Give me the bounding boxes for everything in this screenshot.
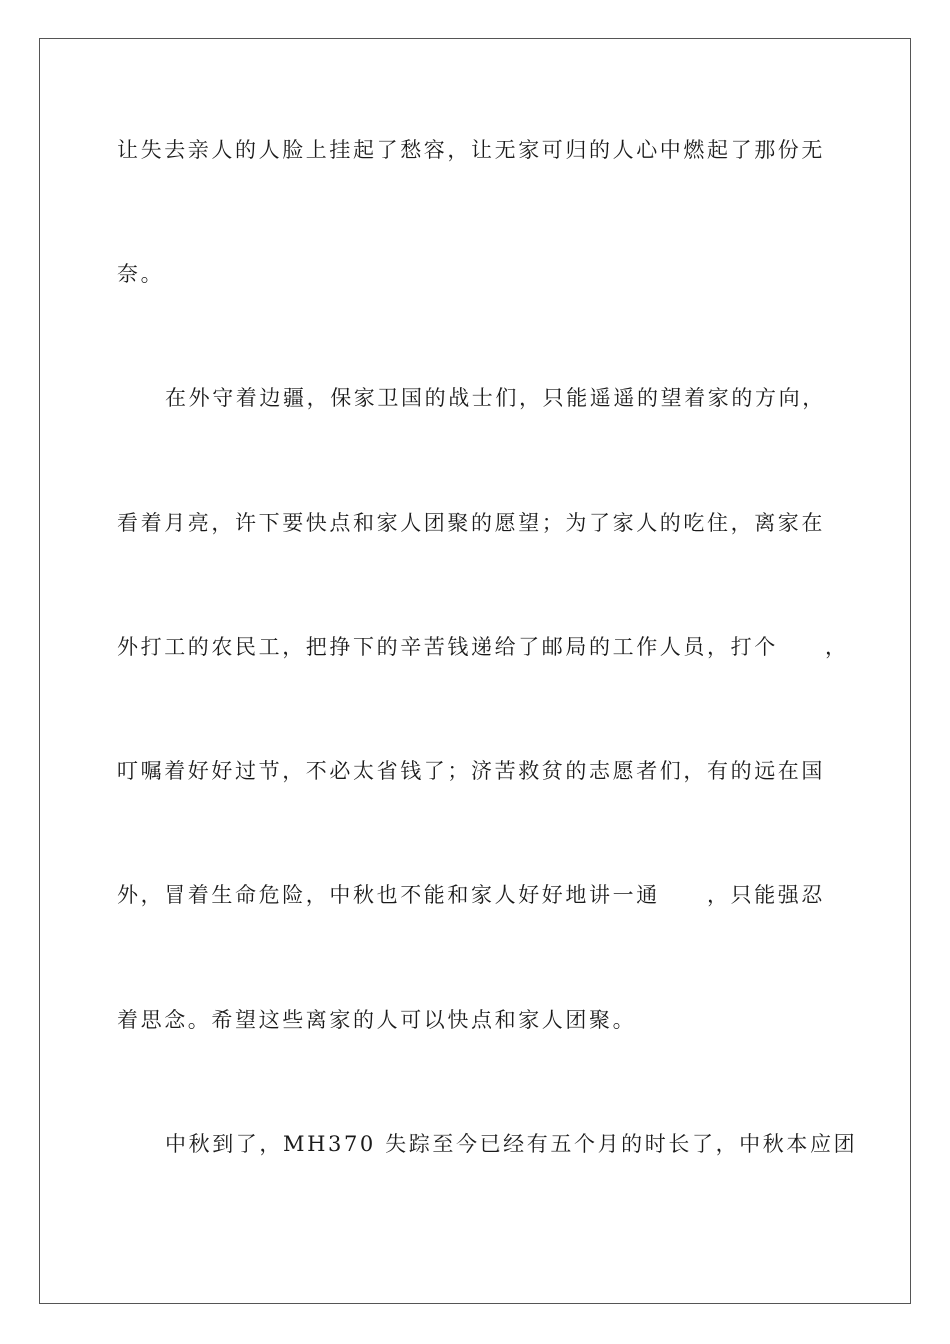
text-line-4: 看着月亮，许下要快点和家人团聚的愿望；为了家人的吃住，离家在	[117, 511, 825, 535]
text-line-7: 外，冒着生命危险，中秋也不能和家人好好地讲一通 ，只能强忍	[117, 883, 825, 907]
text-line-2: 奈。	[117, 262, 165, 286]
text-line-6: 叮嘱着好好过节，不必太省钱了；济苦救贫的志愿者们，有的远在国	[117, 759, 825, 783]
page-border	[39, 38, 911, 1304]
paragraph-start-2: 中秋到了，MH370 失踪至今已经有五个月的时长了，中秋本应团	[165, 1132, 858, 1156]
paragraph-start-1: 在外守着边疆，保家卫国的战士们，只能遥遥的望着家的方向，	[165, 386, 826, 410]
text-line-8: 着思念。希望这些离家的人可以快点和家人团聚。	[117, 1008, 637, 1032]
text-line-5: 外打工的农民工，把挣下的辛苦钱递给了邮局的工作人员，打个 ，	[117, 635, 849, 659]
text-line-1: 让失去亲人的人脸上挂起了愁容，让无家可归的人心中燃起了那份无	[117, 138, 825, 162]
